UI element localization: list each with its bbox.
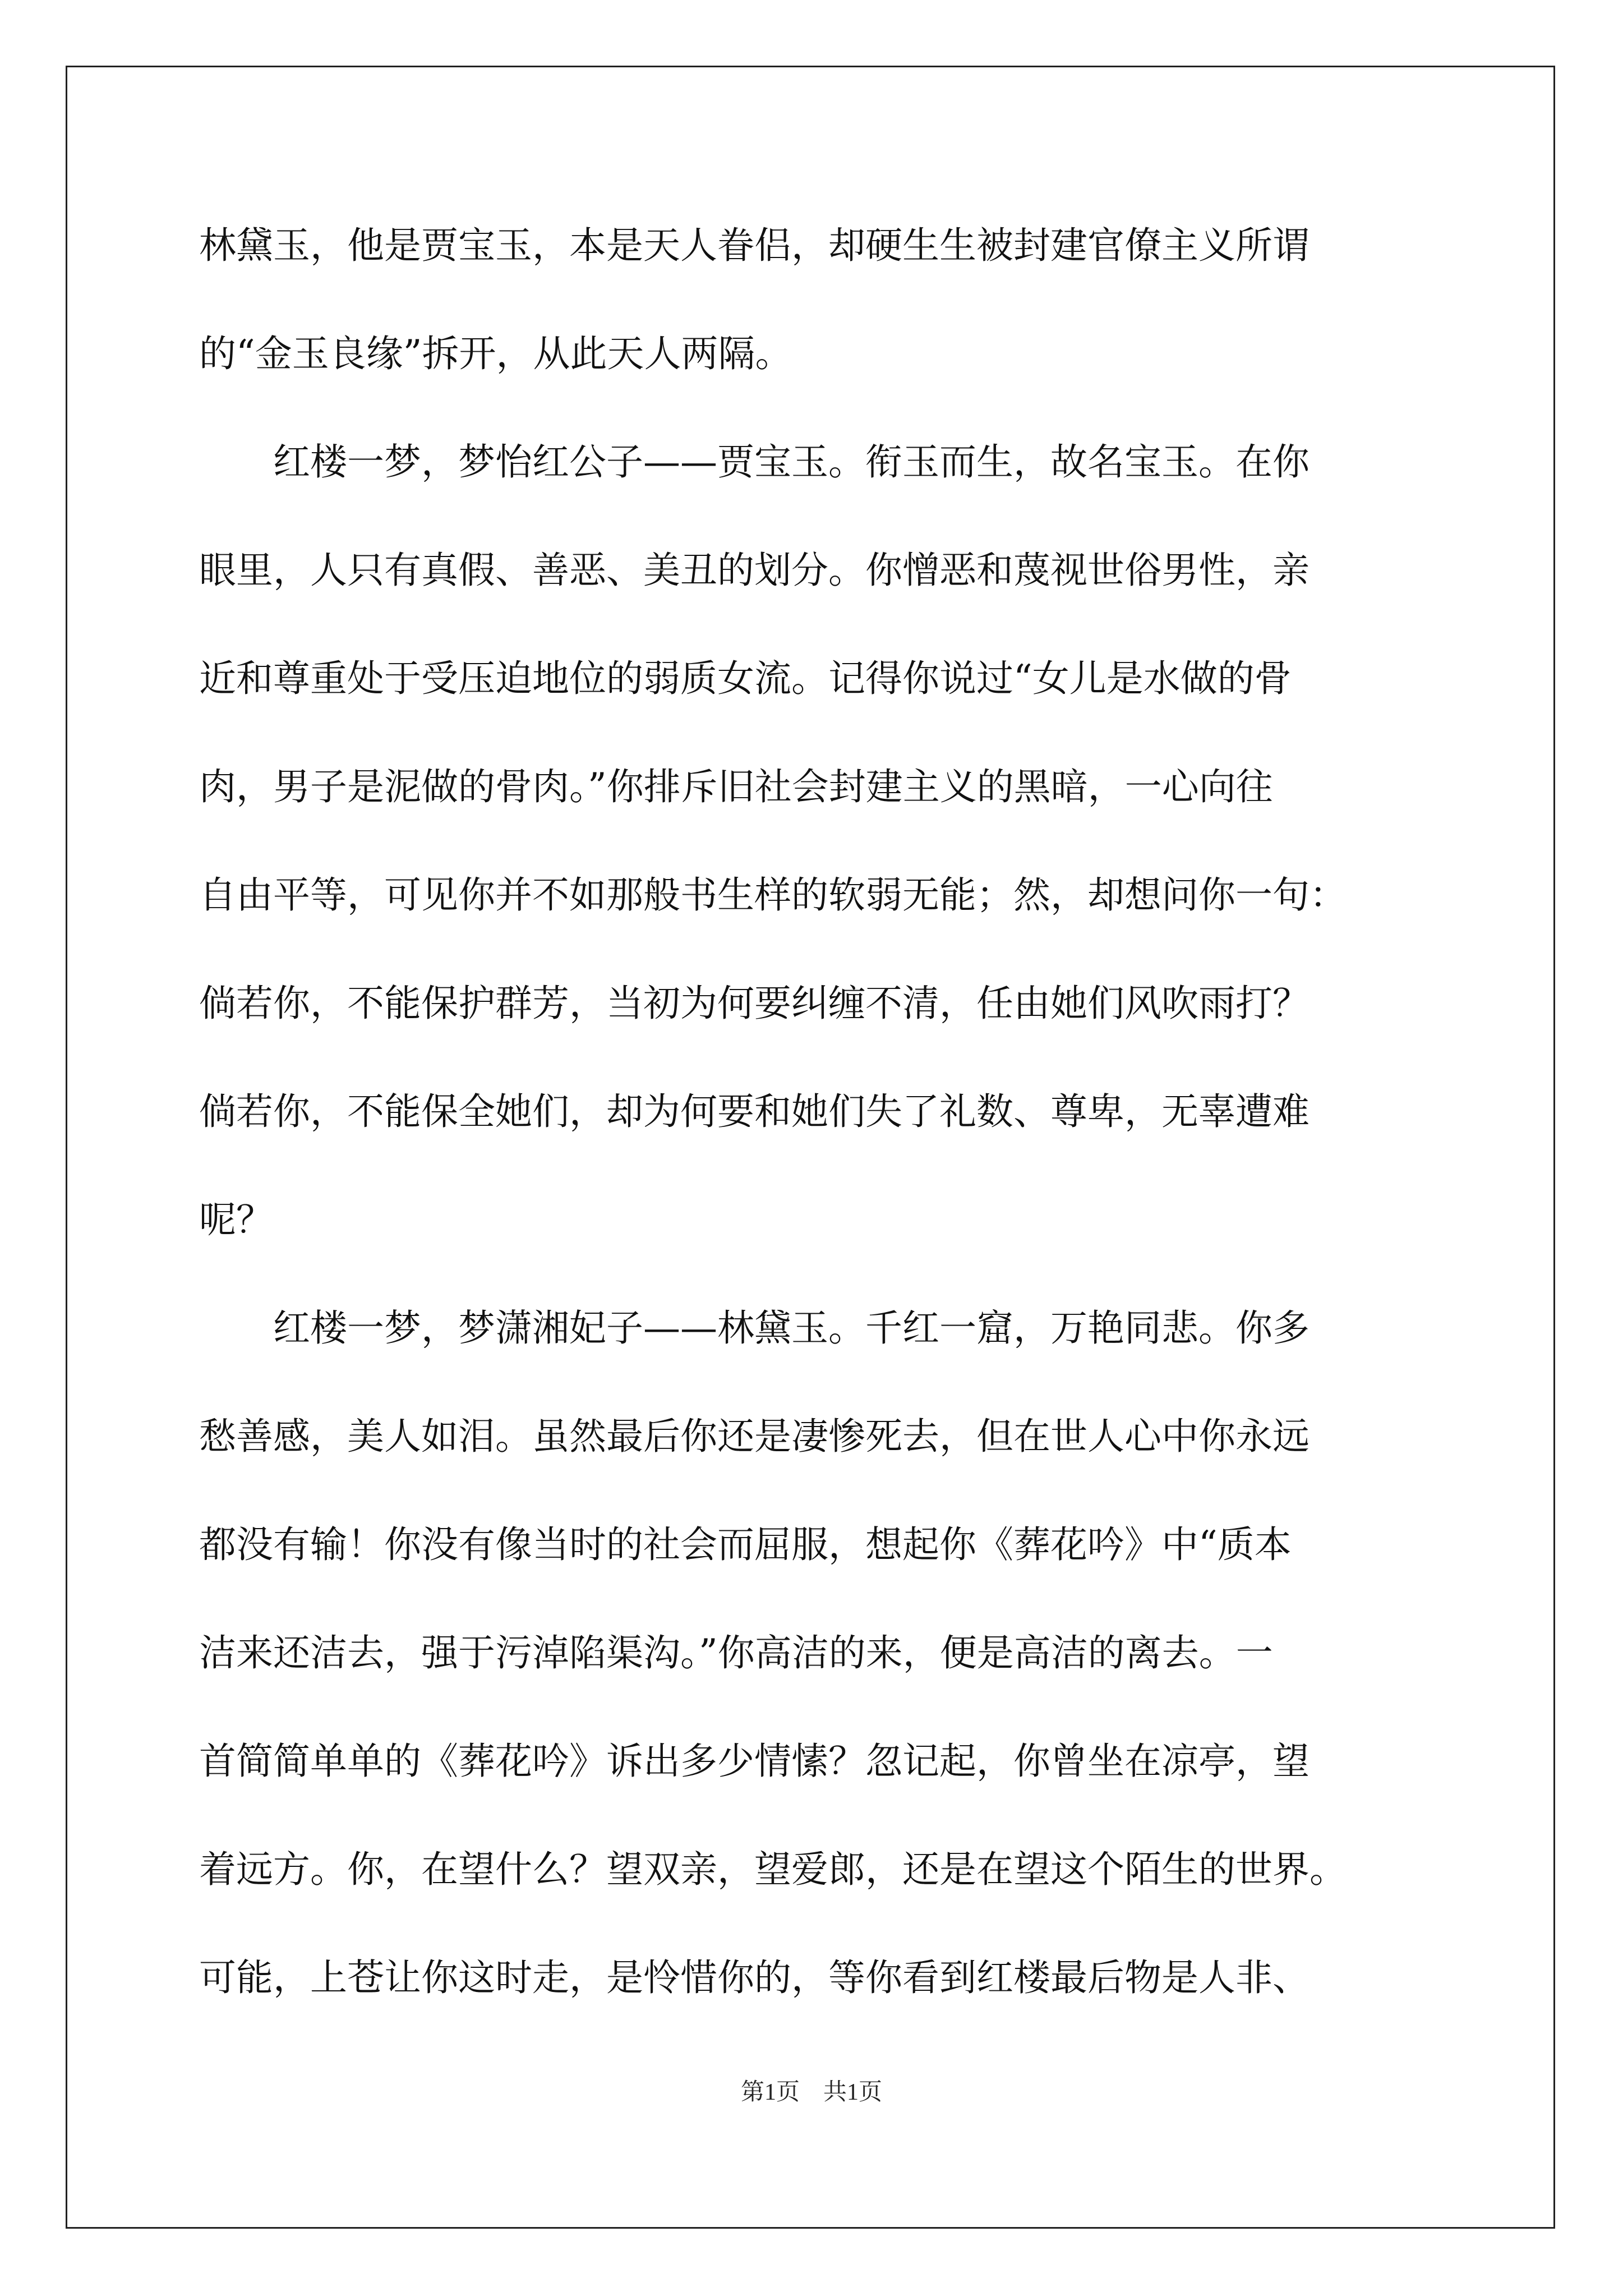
text-line: 洁来还洁去，强于污淖陷渠沟。”你高洁的来，便是高洁的离去。一 xyxy=(199,1631,1273,1674)
text-line: 近和尊重处于受压迫地位的弱质女流。记得你说过“女儿是水做的骨 xyxy=(199,657,1292,700)
text-line: 倘若你，不能保护群芳，当初为何要纠缠不清，任由她们风吹雨打？ xyxy=(199,982,1310,1025)
text-line: 首简简单单的《葬花吟》诉出多少情愫？忽记起，你曾坐在凉亭，望 xyxy=(199,1740,1310,1783)
text-line: 林黛玉，他是贾宝玉，本是天人眷侣，却硬生生被封建官僚主义所谓 xyxy=(199,224,1310,267)
text-line: 自由平等，可见你并不如那般书生样的软弱无能；然，却想问你一句： xyxy=(199,873,1347,917)
text-line: 着远方。你，在望什么？望双亲，望爱郎，还是在望这个陌生的世界。 xyxy=(199,1848,1347,1891)
text-line: 的“金玉良缘”拆开，从此天人两隔。 xyxy=(199,332,792,375)
text-line: 可能，上苍让你这时走，是怜惜你的，等你看到红楼最后物是人非、 xyxy=(199,1956,1310,1999)
text-line: 都没有输！你没有像当时的社会而屈服，想起你《葬花吟》中“质本 xyxy=(199,1523,1292,1566)
text-line: 呢？ xyxy=(199,1198,273,1241)
text-line: 红楼一梦，梦潇湘妃子——林黛玉。千红一窟，万艳同悲。你多 xyxy=(199,1306,1310,1350)
text-line: 愁善感，美人如泪。虽然最后你还是凄惨死去，但在世人心中你永远 xyxy=(199,1415,1310,1458)
text-line: 肉，男子是泥做的骨肉。”你排斥旧社会封建主义的黑暗，一心向往 xyxy=(199,765,1273,808)
text-line: 眼里，人只有真假、善恶、美丑的划分。你憎恶和蔑视世俗男性，亲 xyxy=(199,549,1310,592)
document-body xyxy=(199,206,1433,2047)
text-line: 倘若你，不能保全她们，却为何要和她们失了礼数、尊卑，无辜遭难 xyxy=(199,1090,1310,1133)
page-number-footer: 第1页 共1页 xyxy=(740,2079,882,2105)
text-line: 红楼一梦，梦怡红公子——贾宝玉。衔玉而生，故名宝玉。在你 xyxy=(199,440,1310,484)
